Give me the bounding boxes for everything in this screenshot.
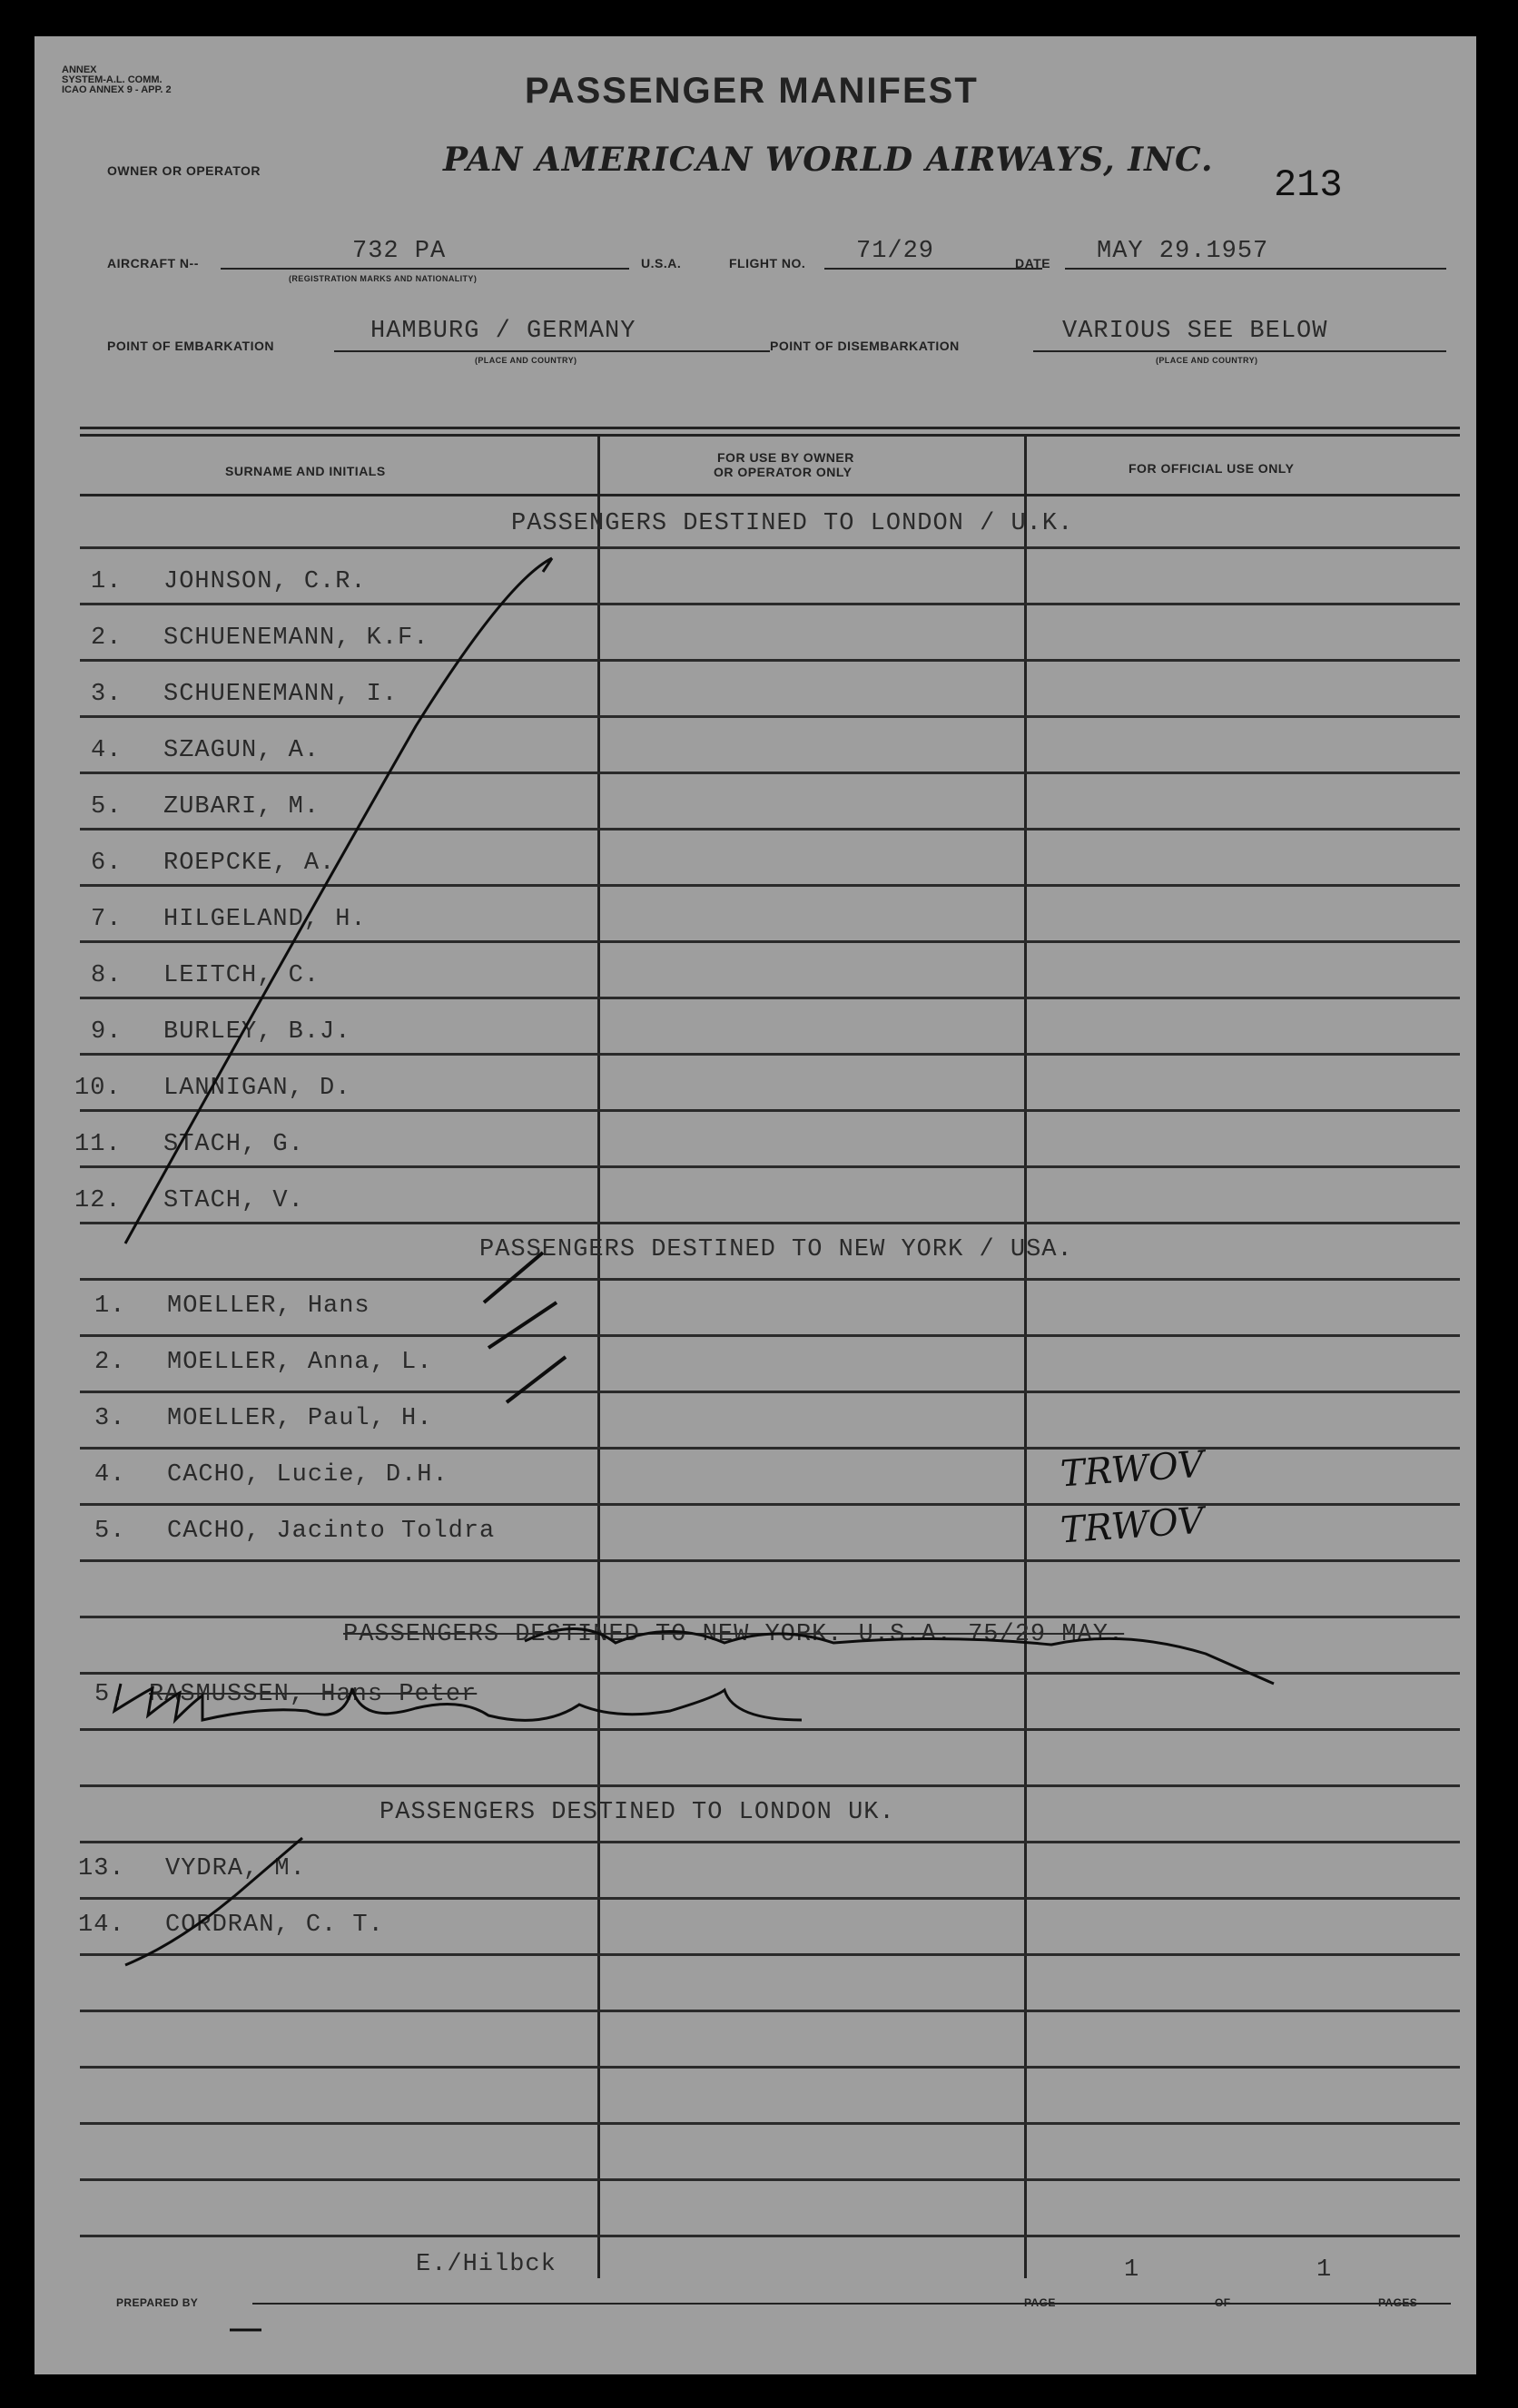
row-rule: [80, 940, 1460, 943]
row-number: 7.: [91, 906, 123, 933]
row-rule: [80, 884, 1460, 887]
row-rule: [80, 1053, 1460, 1056]
row-rule: [80, 659, 1460, 662]
row-rule: [80, 1503, 1460, 1506]
list-item: [94, 1405, 433, 1432]
row-rule: [80, 1728, 1460, 1731]
row-rule: [80, 772, 1460, 774]
owner-label: OWNER OR OPERATOR: [107, 163, 261, 178]
row-number: 9.: [91, 1018, 123, 1046]
official-annotation: TRWOV: [1059, 1443, 1206, 1496]
passenger-name: SCHUENEMANN, I.: [163, 681, 399, 708]
table-header-rule: [80, 494, 1460, 496]
row-rule: [80, 828, 1460, 831]
prepared-by-label: PREPARED BY: [116, 2296, 199, 2309]
passenger-name: BURLEY, B.J.: [163, 1018, 351, 1046]
embarkation-label: POINT OF EMBARKATION: [107, 339, 274, 353]
list-item: [74, 1131, 304, 1158]
pages-label: PAGES: [1378, 2296, 1418, 2309]
passenger-name: ZUBARI, M.: [163, 793, 320, 821]
date-value: MAY 29.1957: [1097, 238, 1269, 265]
row-rule: [80, 2010, 1460, 2012]
row-rule: [80, 1672, 1460, 1675]
row-rule: [80, 2235, 1460, 2237]
column-header-owner-1: FOR USE BY OWNER: [717, 450, 854, 465]
row-rule: [80, 2066, 1460, 2069]
passenger-name: HILGELAND, H.: [163, 906, 367, 933]
passenger-name: STACH, G.: [163, 1131, 304, 1158]
passenger-name: CACHO, Lucie, D.H.: [167, 1461, 448, 1489]
list-item: [94, 1292, 370, 1320]
row-number: 10.: [74, 1075, 122, 1102]
london-strike-tick: [543, 558, 552, 572]
disembarkation-sublabel: (PLACE AND COUNTRY): [1156, 356, 1258, 365]
flight-number-value: 71/29: [856, 238, 935, 265]
row-rule: [80, 1897, 1460, 1900]
row-rule: [80, 1559, 1460, 1562]
row-rule: [80, 1841, 1460, 1843]
row-number: 12.: [74, 1187, 122, 1214]
list-item: [94, 1349, 433, 1376]
page-value: 1: [1124, 2256, 1140, 2284]
page-label: PAGE: [1024, 2296, 1056, 2309]
column-divider-left: [597, 436, 600, 2278]
disembarkation-field-line: [1033, 350, 1446, 352]
row-number: 1.: [91, 568, 123, 595]
official-annotation: TRWOV: [1059, 1499, 1206, 1552]
row-rule: [80, 2178, 1460, 2181]
passenger-name: ROEPCKE, A.: [163, 850, 336, 877]
column-header-official: FOR OFFICIAL USE ONLY: [1129, 461, 1295, 476]
row-number: 4.: [91, 737, 123, 764]
section-heading-struck: PASSENGERS DESTINED TO NEW YORK. U.S.A. 75/29 MAY.: [343, 1621, 1125, 1648]
list-item: [78, 1855, 306, 1882]
row-number: 2.: [91, 624, 123, 652]
of-label: OF: [1215, 2296, 1231, 2309]
aircraft-field-line: [221, 268, 629, 270]
disembarkation-label: POINT OF DISEMBARKATION: [770, 339, 960, 353]
row-rule: [80, 1784, 1460, 1787]
row-number: 8.: [91, 962, 123, 989]
list-item: [78, 1912, 384, 1939]
table-top-rule-2: [80, 434, 1460, 437]
section-heading-new-york: PASSENGERS DESTINED TO NEW YORK / USA.: [479, 1236, 1073, 1263]
row-rule: [80, 997, 1460, 999]
list-item: [74, 1187, 304, 1214]
list-item: [91, 906, 367, 933]
passenger-name: MOELLER, Hans: [167, 1292, 370, 1320]
section-heading-london-2: PASSENGERS DESTINED TO LONDON UK.: [380, 1799, 895, 1826]
list-item: [74, 1075, 351, 1102]
flight-number-field-line: [824, 268, 1042, 270]
row-number: 11.: [74, 1131, 122, 1158]
passenger-name: MOELLER, Anna, L.: [167, 1349, 433, 1376]
row-number: 6.: [91, 850, 123, 877]
new-york-tick-3: [507, 1357, 566, 1402]
row-number: 2.: [94, 1349, 126, 1376]
row-rule: [80, 1278, 1460, 1281]
row-number: 4.: [94, 1461, 126, 1489]
passenger-name: VYDRA, M.: [165, 1855, 306, 1882]
list-item: [94, 1518, 496, 1545]
row-rule: [80, 546, 1460, 549]
list-item: [91, 568, 367, 595]
row-rule: [80, 1334, 1460, 1337]
section-heading-london: PASSENGERS DESTINED TO LONDON / U.K.: [511, 510, 1074, 537]
pages-value: 1: [1316, 2256, 1333, 2284]
passenger-name: LANNIGAN, D.: [163, 1075, 351, 1102]
flight-number-label: FLIGHT NO.: [729, 256, 806, 270]
passenger-name: STACH, V.: [163, 1187, 304, 1214]
page-title: PASSENGER MANIFEST: [525, 71, 979, 111]
row-number: 1.: [94, 1292, 126, 1320]
row-number: 5.: [94, 1681, 126, 1708]
date-field-line: [1065, 268, 1446, 270]
list-item: [91, 793, 320, 821]
row-number: 5.: [94, 1518, 126, 1545]
column-divider-right: [1024, 436, 1027, 2278]
disembarkation-value: VARIOUS SEE BELOW: [1062, 318, 1328, 345]
aircraft-value: 732 PA: [352, 238, 447, 265]
list-item: [91, 962, 320, 989]
row-rule: [80, 1953, 1460, 1956]
row-number: 14.: [78, 1912, 125, 1939]
passenger-name: SCHUENEMANN, K.F.: [163, 624, 429, 652]
form-reference-line: SYSTEM-A.L. COMM.: [62, 74, 163, 85]
row-rule: [80, 2122, 1460, 2125]
aircraft-sublabel: (REGISTRATION MARKS AND NATIONALITY): [289, 274, 478, 283]
list-item: [91, 681, 399, 708]
passenger-name: CORDRAN, C. T.: [165, 1912, 384, 1939]
row-rule: [80, 1109, 1460, 1112]
passenger-name: MOELLER, Paul, H.: [167, 1405, 433, 1432]
column-header-owner-2: OR OPERATOR ONLY: [714, 465, 853, 479]
list-item: [91, 737, 320, 764]
column-header-name: SURNAME AND INITIALS: [225, 464, 386, 478]
list-item: [91, 624, 429, 652]
passenger-name: RASMUSSEN, Hans Peter: [149, 1681, 478, 1708]
row-rule: [80, 1447, 1460, 1450]
row-rule: [80, 1222, 1460, 1224]
list-item: [94, 1461, 448, 1489]
row-number: 13.: [78, 1855, 125, 1882]
passenger-name: LEITCH, C.: [163, 962, 320, 989]
embarkation-sublabel: (PLACE AND COUNTRY): [475, 356, 577, 365]
operator-name: PAN AMERICAN WORLD AIRWAYS, INC.: [443, 141, 1214, 179]
usa-label: U.S.A.: [641, 256, 682, 270]
row-rule: [80, 1165, 1460, 1168]
prepared-by-value: E./Hilbck: [416, 2251, 557, 2278]
passenger-name: JOHNSON, C.R.: [163, 568, 367, 595]
manifest-sheet: [34, 36, 1476, 2374]
struck-list-item: [94, 1681, 478, 1708]
form-reference: [62, 65, 172, 95]
row-rule: [80, 715, 1460, 718]
new-york-tick-2: [488, 1302, 557, 1348]
table-top-rule: [80, 427, 1460, 429]
passenger-name: SZAGUN, A.: [163, 737, 320, 764]
row-rule: [80, 603, 1460, 605]
embarkation-value: HAMBURG / GERMANY: [370, 318, 636, 345]
footer-field-line: [252, 2303, 1451, 2305]
embarkation-field-line: [334, 350, 770, 352]
aircraft-label: AIRCRAFT N--: [107, 256, 199, 270]
row-rule: [80, 1391, 1460, 1393]
list-item: [91, 850, 336, 877]
row-number: 5.: [91, 793, 123, 821]
date-label: DATE: [1015, 256, 1051, 270]
page-number: 213: [1274, 163, 1343, 207]
row-number: 3.: [91, 681, 123, 708]
list-item: [91, 1018, 351, 1046]
form-reference-line: ANNEX: [62, 64, 97, 75]
passenger-name: CACHO, Jacinto Toldra: [167, 1518, 496, 1545]
form-reference-line: ICAO ANNEX 9 - APP. 2: [62, 84, 172, 95]
row-rule: [80, 1616, 1460, 1618]
row-number: 3.: [94, 1405, 126, 1432]
